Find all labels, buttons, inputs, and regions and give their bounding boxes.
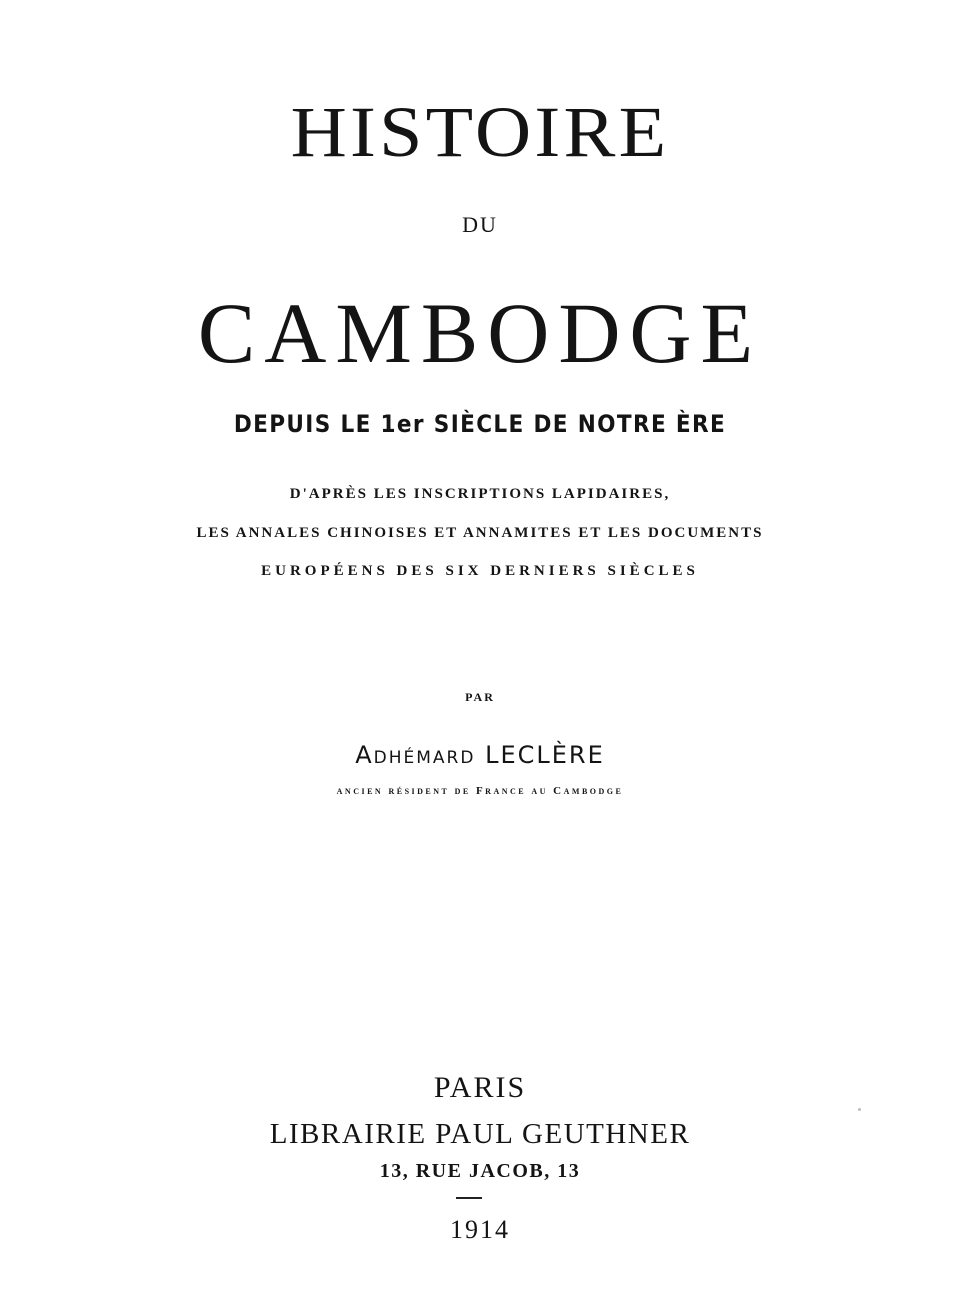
title-cambodge: CAMBODGE xyxy=(197,285,763,381)
by-label: PAR xyxy=(465,690,495,704)
sources-line-2: LES ANNALES CHINOISES ET ANNAMITES ET LES DOCUMENTS xyxy=(196,525,764,541)
imprint-publisher: LIBRAIRIE PAUL GEUTHNER xyxy=(269,1118,691,1150)
sources-line-3: EUROPÉENS DES SIX DERNIERS SIÈCLES xyxy=(261,563,699,579)
paper-speck xyxy=(858,1108,861,1111)
subtitle: DEPUIS LE 1er SIÈCLE DE NOTRE ÈRE xyxy=(233,410,727,438)
separator-rule xyxy=(456,1197,482,1199)
imprint-year: 1914 xyxy=(450,1215,510,1244)
author-role: ancien résident de France au Cambodge xyxy=(336,785,624,797)
author-last-name: LECLÈRE xyxy=(485,741,605,769)
author-name xyxy=(0,740,960,770)
title-du: DU xyxy=(462,212,498,237)
sources-line-1: D'APRÈS LES INSCRIPTIONS LAPIDAIRES, xyxy=(289,486,671,502)
title-histoire: HISTOIRE xyxy=(290,92,670,172)
author-first-name: Adhémard xyxy=(355,741,476,769)
imprint-city: PARIS xyxy=(433,1071,527,1104)
imprint-address: 13, RUE JACOB, 13 xyxy=(379,1160,581,1182)
